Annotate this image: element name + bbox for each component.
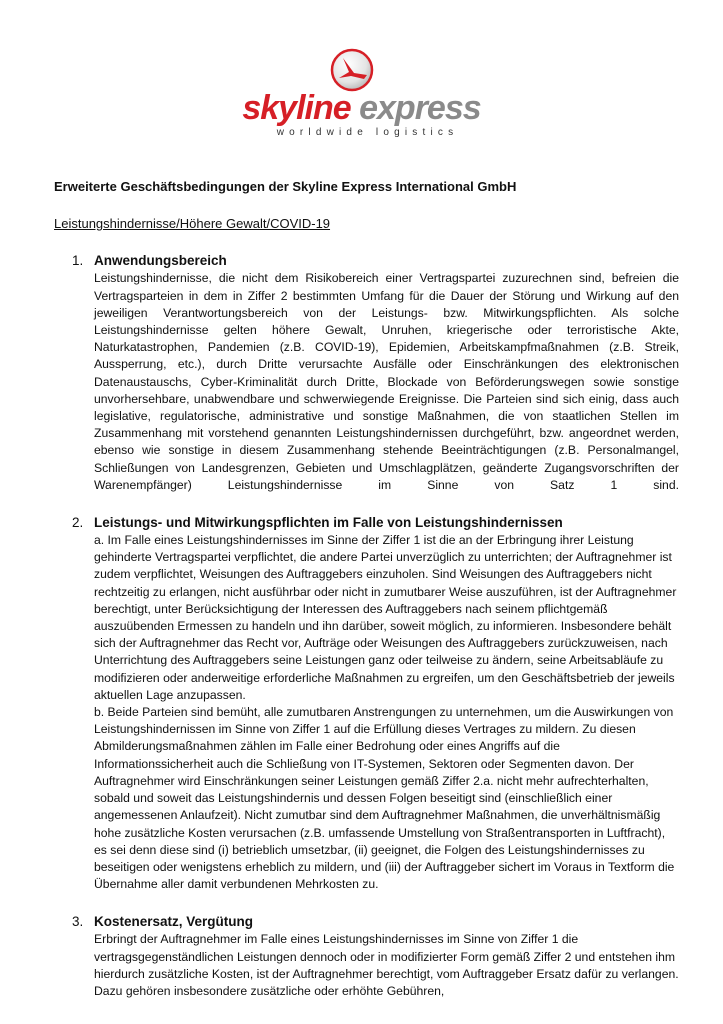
- document-subtitle: Leistungshindernisse/Höhere Gewalt/COVID-19: [54, 216, 331, 232]
- paragraph: Leistungshindernisse, die nicht dem Risikobereich einer Vertragspartei zuzurechnen sind, befreien die Vertragsparteien in dem in Ziffer 2 bestimmten Umfang für die Dauer der Störung und Wirkung auf den jeweiligen Verantwortungsbereich von der Leistungs- bzw. Mitwirkungspflichten. Als solche Leistungshindernisse gelten höhere Gewalt, Unruhen, kriegerische oder terroristische Akte, Naturkatastrophen, Pandemien (z.B. COVID-19), Epidemien, Arbeitskampfmaßnahmen (z.B. Streik, Aussperrung, etc.), durch Dritte verursachte Ausfälle oder Einschränkungen des elektronischen Datenaustauschs, Cyber-Kriminalität durch Dritte, Blockade von Beförderungswegen sowie sonstige unvorhersehbare, unabwendbare und schwerwiegende Ereignisse. Die Parteien sind sich einig, dass auch legislative, regulatorische, administrative und sonstige Maßnahmen, die von staatlichen Stellen im Zusammenhang mit vorstehend genannten Leistungshindernissen durchgeführt, bzw. angeordnet werden, ebenso wie sonstige in diesem Zusammenhang stehende Beeinträchtigungen (z.B. Personalmangel, Schließungen von Landesgrenzen, Gebieten und Umschlagplätzen, geänderte Zugangsvorschriften der Warenempfänger) Leistungshindernisse im Sinne von Satz 1 sind.: [94, 271, 679, 492]
- section-number: 3.: [72, 914, 84, 930]
- section-2: [54, 514, 679, 893]
- paragraph-b: b. Beide Parteien sind bemüht, alle zumutbaren Anstrengungen zu unternehmen, um die Auswirkungen von Leistungshindernissen im Sinne von Ziffer 1 auf die Erfüllung dieses Vertrages zu mildern. Zu diesen Abmilderungsmaßnahmen zählen im Falle einer Bedrohung oder eines Angriffs auf die Informationssicherheit auch die Schließung von IT-Systemen, Sektoren oder Segmenten davon. Der Auftragnehmer wird Einschränkungen seiner Leistungen gemäß Ziffer 2.a. nicht mehr aufrechterhalten, sobald und soweit das Leistungshindernis und dessen Folgen beseitigt sind (einschließlich einer angemessenen Anlaufzeit). Nicht zumutbar sind dem Auftragnehmer Maßnahmen, die unverhältnismäßig hohe zusätzliche Kosten verursachen (z.B. umfassende Umstellung von Straßentransporten in Luftfracht), es sei denn diese sind (i) betrieblich umsetzbar, (ii) geeignet, die Folgen des Leistungshindernisses zu beseitigen oder wenigstens erheblich zu mildern, und (iii) der Auftraggeber sichert im Voraus in Textform die Übernahme aller damit verbundenen Mehrkosten zu.: [94, 705, 675, 892]
- section-1: [54, 252, 679, 494]
- section-body: [94, 931, 679, 1000]
- paragraph: Erbringt der Auftragnehmer im Falle eines Leistungshindernisses im Sinne von Ziffer 1 die vertragsgegenständlichen Leistungen dennoch oder in modifizierter Form gemäß Ziffer 2 und entstehen ihm hierdurch zusätzliche Kosten, ist der Auftragnehmer berechtigt, vom Auftraggeber Ersatz dafür zu verlangen. Dazu gehören insbesondere zusätzliche oder erhöhte Gebühren,: [94, 932, 679, 998]
- logo-word-express: express: [359, 89, 481, 127]
- section-number: 2.: [72, 515, 84, 531]
- document-body: [54, 178, 679, 1000]
- company-logo: [0, 0, 723, 150]
- document-title: Erweiterte Geschäftsbedingungen der Skyline Express International GmbH: [54, 179, 517, 194]
- section-title: Anwendungsbereich: [94, 253, 227, 269]
- section-body: [94, 532, 679, 893]
- bird-emblem-icon: [330, 48, 374, 92]
- paragraph-a: a. Im Falle eines Leistungshindernisses im Sinne der Ziffer 1 ist die an der Erbringung ihrer Leistung gehinderte Vertragspartei verpflichtet, die andere Partei unverzüglich zu unterrichten; der Auftragnehmer ist zudem verpflichtet, Weisungen des Auftraggebers einzuholen. Sind Weisungen des Auftraggebers nicht rechtzeitig zu erlangen, nicht ausführbar oder nicht in zumutbarer Weise auszuführen, ist der Auftragnehmer berechtigt, unter Berücksichtigung der Interessen des Auftraggebers nach seinem pflichtgemäß auszuübenden Ermessen zu handeln und ihn darüber, soweit möglich, zu informieren. Insbesondere behält sich der Auftragnehmer das Recht vor, Aufträge oder Weisungen des Auftraggebers zurückzuweisen, nach Unterrichtung des Auftraggebers seine Leistungen ganz oder teilweise zu ändern, seine Arbeitsabläufe zu modifizieren oder anderweitige erforderliche Maßnahmen zu ergreifen, um den Geschäftsbetrieb der jeweils aktuellen Lage anzupassen.: [94, 533, 677, 702]
- section-3: [54, 913, 679, 1000]
- logo-word-skyline: skyline: [242, 89, 351, 127]
- logo-tagline: worldwide logistics: [276, 127, 459, 138]
- section-number: 1.: [72, 253, 84, 269]
- section-title: Leistungs- und Mitwirkungspflichten im Falle von Leistungshindernissen: [94, 515, 563, 531]
- section-title: Kostenersatz, Vergütung: [94, 914, 254, 930]
- logo-wordmark: [0, 90, 723, 126]
- section-body: [94, 270, 679, 494]
